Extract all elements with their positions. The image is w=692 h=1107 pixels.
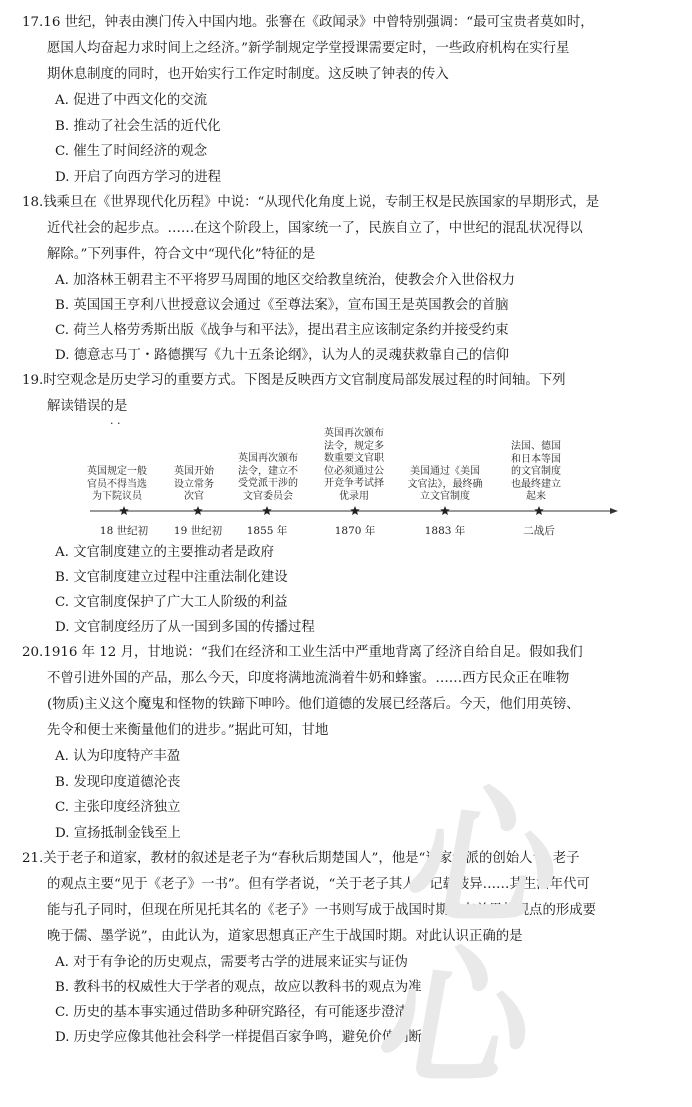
question-17-stem-cont-1: 愿国人均奋起力求时间上之经济。”新学制规定学堂授课需要定时，一些政府机构在实行星 [47,41,570,56]
emphasis-dots: · · [110,417,121,430]
timeline-year-2: 19 世纪初 [173,525,223,537]
question-17-number: 17. [22,15,44,30]
civil-service-timeline [32,428,632,540]
timeline-event-1: 英国规定一般 官员不得当选 为下院议员 [87,466,147,502]
option-a[interactable]: A. 促进了中西文化的交流 [55,93,208,108]
question-18-stem-cont-2: 解除。”下列事件，符合文中“现代化”特征的是 [47,247,316,262]
question-17-stem-cont-2: 期休息制度的同时，也开始实行工作定时制度。这反映了钟表的传入 [47,67,449,82]
timeline-star-icon-3 [262,506,272,515]
question-20-stem-cont-2: (物质)主义这个魔鬼和怪物的铁蹄下呻吟。他们道德的发展已经落后。今天，他们用英镑、 [47,697,580,712]
option-d[interactable]: D. 德意志马丁・路德撰写《九十五条论纲》，认为人的灵魂获救靠自己的信仰 [55,348,509,363]
option-b[interactable]: B. 发现印度道德沦丧 [55,774,181,790]
option-c[interactable]: C. 荷兰人格劳秀斯出版《战争与和平法》，提出君主应该制定条约并接受约束 [55,323,509,338]
option-d[interactable]: D. 开启了向西方学习的进程 [55,169,222,185]
option-d[interactable]: D. 文官制度经历了从一国到多国的传播过程 [55,620,315,635]
option-c[interactable]: C. 历史的基本事实通过借助多种研究路径，有可能逐步澄清 [55,1005,409,1020]
timeline-year-5: 1883 年 [424,525,466,537]
option-d[interactable]: D. 历史学应像其他社会科学一样提倡百家争鸣，避免价值判断 [55,1030,422,1045]
watermark-logo: 心心 [366,773,556,1107]
timeline-year-3: 1855 年 [246,525,288,537]
question-18-options [22,268,672,368]
timeline-event-3: 英国再次颁布 法令，建立不 受党派干涉的 文官委员会 [238,453,298,502]
option-c[interactable]: C. 催生了时间经济的观念 [55,144,208,159]
timeline-star-icon-4 [350,506,360,515]
question-21-stem: 关于老子和道家，教材的叙述是老子为“春秋后期楚国人”，他是“道家学派的创始人”，老子 [43,851,580,866]
option-b[interactable]: B. 文官制度建立过程中注重法制化建设 [55,570,288,585]
timeline-star-icon-5 [440,506,450,515]
question-19-stem-cont-1: 解读错误的是 [47,399,128,414]
option-a[interactable]: A. 加洛林王朝君主不平将罗马周围的地区交给教皇统治，使教会介入世俗权力 [55,273,516,288]
option-b[interactable]: B. 英国国王亨利八世授意议会通过《至尊法案》，宣布国王是英国教会的首脑 [55,298,509,313]
option-a[interactable]: A. 认为印度特产丰盈 [55,749,181,764]
question-17-stem: 16 世纪，钟表由澳门传入中国内地。张謇在《政闻录》中曾特别强调：“最可宝贵者莫如时， [43,15,594,30]
question-18-stem-cont-1: 近代社会的起步点。……在这个阶段上，国家统一了，民族自立了，中世纪的混乱状况得以 [47,221,583,236]
timeline-star-icon-6 [534,506,544,515]
question-20-stem: 1916 年 12 月，甘地说：“我们在经济和工业生活中严重地背离了经济自给自足。假如我们 [43,645,583,660]
option-d[interactable]: D. 宣扬抵制金钱至上 [55,825,181,841]
question-19-number: 19. [22,373,44,388]
question-17 [22,10,672,190]
timeline-event-2: 英国开始 设立常务 次官 [174,466,214,502]
question-17-options [22,88,672,190]
question-18 [22,190,672,368]
timeline-arrow-icon [610,508,618,514]
question-21-stem-cont-3: 晚于儒、墨学说”，由此认为，道家思想真正产生于战国时期。对此认识正确的是 [47,929,523,944]
question-20-stem-line [22,640,672,666]
option-c[interactable]: C. 文官制度保护了广大工人阶级的利益 [55,595,288,610]
timeline-event-4: 英国再次颁布 法令，规定多 数重要文官职 位必须通过公 开竞争考试择 优录用 [324,428,384,502]
option-b[interactable]: B. 推动了社会生活的近代化 [55,118,221,134]
timeline-event-5: 美国通过《美国 文官法》，最终确 立文官制度 [407,466,483,502]
timeline-star-icon-1 [119,506,129,515]
option-a[interactable]: A. 对于有争论的历史观点，需要考古学的进展来证实与证伪 [55,955,408,970]
question-21-options [22,950,672,1050]
timeline-year-6: 二战后 [523,525,555,537]
question-19-stem: 时空观念是历史学习的重要方式。下图是反映西方文官制度局部发展过程的时间轴。下列 [43,373,566,388]
question-20-stem-cont-1: 不曾引进外国的产品，那么今天，印度将满地流淌着牛奶和蜂蜜。……西方民众正在唯物 [47,671,570,686]
timeline-event-6: 法国、德国 和日本等国 的文官制度 也最终建立 起来 [511,441,561,502]
question-18-number: 18. [22,195,44,210]
question-21-number: 21. [22,851,44,866]
question-19-stem-line [22,368,672,394]
question-21-stem-cont-2: 能与孔子同时，但现在所见托其名的《老子》一书则写成于战国时期，有关思想观点的形成要 [47,903,597,918]
question-17-stem-line [22,10,672,36]
option-c[interactable]: C. 主张印度经济独立 [55,800,181,815]
question-21-stem-cont-1: 的观点主要“见于《老子》一书”。但有学者说，“关于老子其人，记载歧异……其生活年代可 [47,877,590,892]
question-20-number: 20. [22,645,44,660]
question-20-stem-cont-3: 先令和便士来衡量他们的进步。”据此可知，甘地 [47,723,329,738]
option-a[interactable]: A. 文官制度建立的主要推动者是政府 [55,545,275,560]
question-18-stem: 钱乘旦在《世界现代化历程》中说：“从现代化角度上说，专制王权是民族国家的早期形式，是 [43,195,600,210]
question-19 [22,368,672,640]
timeline-star-icon-2 [193,506,203,515]
timeline-year-4: 1870 年 [334,525,376,537]
timeline-year-1: 18 世纪初 [99,525,149,537]
question-19-options [22,540,672,640]
question-18-stem-line [22,190,672,216]
option-b[interactable]: B. 教科书的权威性大于学者的观点，故应以教科书的观点为准 [55,980,422,995]
